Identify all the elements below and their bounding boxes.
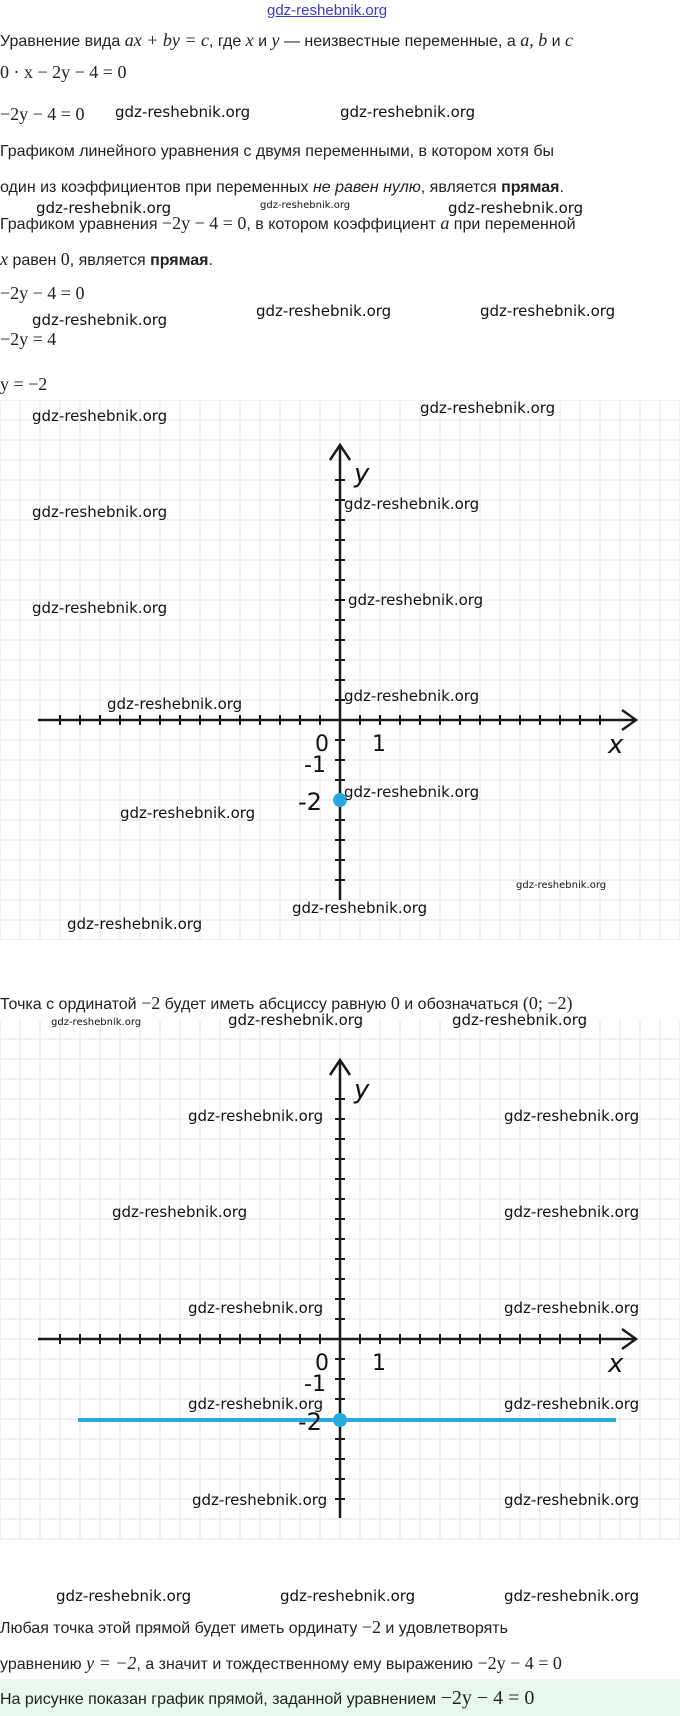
x-tick-1-label: 1: [372, 1351, 386, 1376]
watermark: gdz-reshebnik.org: [256, 302, 392, 320]
watermark: gdz-reshebnik.org: [504, 1203, 640, 1221]
watermark: gdz-reshebnik.org: [516, 880, 607, 891]
watermark: gdz-reshebnik.org: [112, 1203, 248, 1221]
y-tick-minus1-label: -1: [304, 1372, 326, 1397]
watermark: gdz-reshebnik.org: [120, 804, 256, 822]
watermark: gdz-reshebnik.org: [32, 599, 168, 617]
point-0-minus2: [333, 1413, 347, 1427]
watermark: gdz-reshebnik.org: [188, 1107, 324, 1125]
origin-label: 0: [315, 1351, 329, 1376]
equation-3: −2y − 4 = 0: [0, 283, 85, 303]
text-line-1: Уравнение вида ax + by = c, где x и y — неизвестные переменные, а a, b и c: [0, 30, 574, 50]
watermark: gdz-reshebnik.org: [504, 1491, 640, 1509]
watermark: gdz-reshebnik.org: [67, 915, 203, 933]
watermark: gdz-reshebnik.org: [344, 495, 480, 513]
text-line-5: один из коэффициентов при переменных не равен нулю, является прямая.: [0, 179, 564, 196]
watermark: gdz-reshebnik.org: [56, 1587, 192, 1605]
watermark: gdz-reshebnik.org: [504, 1587, 640, 1605]
origin-label: 0: [315, 732, 329, 757]
watermark: gdz-reshebnik.org: [188, 1395, 324, 1413]
watermark: gdz-reshebnik.org: [292, 899, 428, 917]
watermark: gdz-reshebnik.org: [260, 200, 351, 211]
y-axis: [330, 1060, 350, 1518]
equation-4: −2y = 4: [0, 329, 57, 349]
y-axis: [330, 445, 350, 900]
x-axis: [38, 710, 636, 730]
equation-1: 0 · x − 2y − 4 = 0: [0, 62, 127, 82]
text-line-13: уравнению y = −2, а значит и тождественному ему выражению −2y − 4 = 0: [0, 1653, 562, 1673]
watermark: gdz-reshebnik.org: [280, 1587, 416, 1605]
equation-2: −2y − 4 = 0: [0, 104, 85, 124]
y-axis-label: y: [354, 459, 370, 489]
watermark: gdz-reshebnik.org: [504, 1299, 640, 1317]
x-axis: [38, 1329, 636, 1349]
text-line-12: Любая точка этой прямой будет иметь ординату −2 и удовлетворять: [0, 1617, 508, 1637]
watermark: gdz-reshebnik.org: [192, 1491, 328, 1509]
coordinate-graph-2: [0, 1020, 680, 1540]
watermark: gdz-reshebnik.org: [340, 103, 476, 121]
y-tick-minus2-label: -2: [298, 788, 322, 816]
x-axis-label: x: [608, 730, 624, 760]
watermark: gdz-reshebnik.org: [348, 591, 484, 609]
watermark: gdz-reshebnik.org: [32, 311, 168, 329]
watermark: gdz-reshebnik.org: [51, 1017, 142, 1028]
watermark: gdz-reshebnik.org: [420, 399, 556, 417]
coordinate-graph-1: [0, 400, 680, 940]
watermark: gdz-reshebnik.org: [344, 687, 480, 705]
watermark: gdz-reshebnik.org: [504, 1395, 640, 1413]
text-line-6: Графиком уравнения −2y − 4 = 0, в котором коэффициент a при переменной: [0, 213, 576, 233]
watermark: gdz-reshebnik.org: [504, 1107, 640, 1125]
watermark: gdz-reshebnik.org: [480, 302, 616, 320]
watermark: gdz-reshebnik.org: [32, 503, 168, 521]
site-link[interactable]: gdz-reshebnik.org: [267, 2, 388, 19]
text-line-11: Точка с ординатой −2 будет иметь абсциссу равную 0 и обозначаться (0; −2): [0, 993, 573, 1013]
watermark: gdz-reshebnik.org: [107, 695, 243, 713]
watermark: gdz-reshebnik.org: [228, 1011, 364, 1029]
equation-5: y = −2: [0, 374, 48, 394]
x-tick-1-label: 1: [372, 732, 386, 757]
y-tick-minus2-label: -2: [298, 1408, 322, 1436]
y-axis-label: y: [354, 1075, 370, 1105]
watermark: gdz-reshebnik.org: [188, 1299, 324, 1317]
watermark: gdz-reshebnik.org: [344, 783, 480, 801]
watermark: gdz-reshebnik.org: [36, 199, 172, 217]
x-axis-label: x: [608, 1349, 624, 1379]
watermark: gdz-reshebnik.org: [452, 1011, 588, 1029]
answer-line: На рисунке показан график прямой, заданной уравнением −2y − 4 = 0: [0, 1687, 535, 1709]
watermark: gdz-reshebnik.org: [115, 103, 251, 121]
watermark: gdz-reshebnik.org: [32, 407, 168, 425]
watermark: gdz-reshebnik.org: [448, 199, 584, 217]
y-tick-minus1-label: -1: [304, 753, 326, 778]
text-line-4: Графиком линейного уравнения с двумя переменными, в котором хотя бы: [0, 143, 554, 160]
text-line-7: x равен 0, является прямая.: [0, 249, 213, 269]
